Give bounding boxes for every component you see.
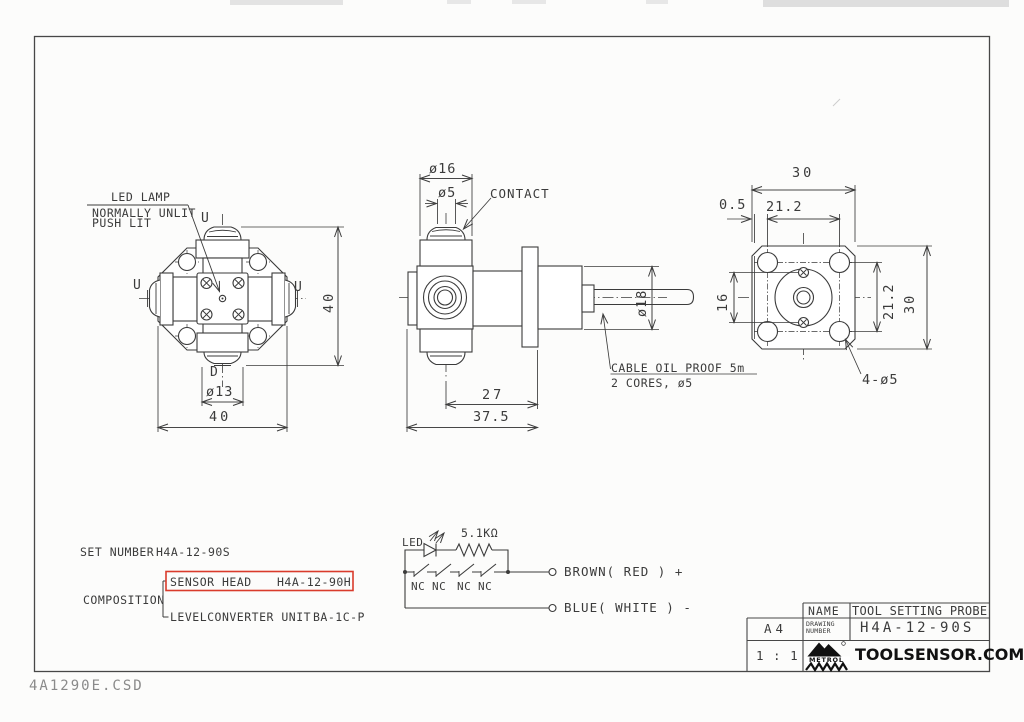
nc-label-3: NC — [457, 580, 472, 593]
drawing-name-value: TOOL SETTING PROBE — [852, 603, 988, 618]
dim-27: 27 — [482, 387, 505, 403]
dim-0-5: 0.5 — [719, 197, 747, 213]
dim-30-right: 30 — [902, 293, 918, 314]
circuit-diagram — [403, 531, 556, 612]
direction-d-bottom: D — [210, 365, 219, 380]
composition-label: COMPOSITION — [83, 593, 165, 607]
level-converter-label: LEVELCONVERTER UNIT — [170, 610, 312, 624]
direction-u-right: U — [294, 280, 303, 295]
drawing-number-label-2: NUMBER — [806, 627, 831, 635]
set-number-label: SET NUMBER — [80, 545, 155, 559]
push-lit-note: PUSH LIT — [92, 215, 152, 230]
cable-note-line2: 2 CORES, ø5 — [611, 376, 693, 390]
led-lamp-note: LED LAMP — [111, 190, 171, 204]
file-name-label: 4A1290E.CSD — [29, 678, 144, 694]
brand-text: TOOLSENSOR.COM — [855, 645, 1024, 664]
dim-30-top: 30 — [792, 165, 815, 181]
resistor-label: 5.1KΩ — [461, 526, 499, 540]
dim-phi13: ø13 — [206, 384, 234, 400]
side-view-drawing — [399, 174, 757, 432]
led-label: LED — [402, 536, 424, 549]
dim-40-width: 40 — [209, 409, 232, 425]
sensor-head-label: SENSOR HEAD — [170, 575, 252, 589]
dim-37-5: 37.5 — [473, 409, 510, 425]
direction-u-top: U — [201, 211, 210, 226]
drawing-number-label-1: DRAWING — [806, 619, 835, 628]
rear-view-drawing — [727, 185, 932, 374]
dim-21-2-right: 21.2 — [881, 283, 897, 320]
scan-marks — [230, 0, 1009, 106]
cable-note-line1: CABLE OIL PROOF 5m — [611, 361, 745, 375]
metrol-logo-text: METROL — [809, 656, 844, 664]
dim-4-phi5: 4-ø5 — [862, 372, 899, 388]
positive-lead-label: BROWN( RED ) + — [564, 564, 684, 579]
dim-phi18: ø18 — [634, 289, 650, 317]
dim-21-2-top: 21.2 — [766, 199, 803, 215]
contact-label: CONTACT — [490, 186, 550, 201]
dim-phi16: ø16 — [429, 161, 457, 177]
drawing-number-value: H4A-12-90S — [860, 620, 975, 636]
direction-u-left: U — [133, 278, 142, 293]
dim-phi5: ø5 — [438, 185, 457, 201]
nc-label-4: NC — [478, 580, 493, 593]
paper-size: A4 — [764, 621, 788, 636]
normally-unlit-note: NORMALLY UNLIT — [92, 205, 196, 220]
level-converter-value: BA-1C-P — [313, 610, 365, 624]
scale-value: 1 : 1 — [756, 647, 799, 663]
nc-label-2: NC — [432, 580, 447, 593]
negative-lead-label: BLUE( WHITE ) - — [564, 600, 692, 615]
dim-16: 16 — [715, 291, 731, 312]
dim-40-height: 40 — [321, 290, 337, 313]
nc-label-1: NC — [411, 580, 426, 593]
sensor-head-value: H4A-12-90H — [277, 575, 352, 589]
set-number-value: H4A-12-90S — [156, 545, 231, 559]
name-label: NAME — [808, 604, 840, 618]
